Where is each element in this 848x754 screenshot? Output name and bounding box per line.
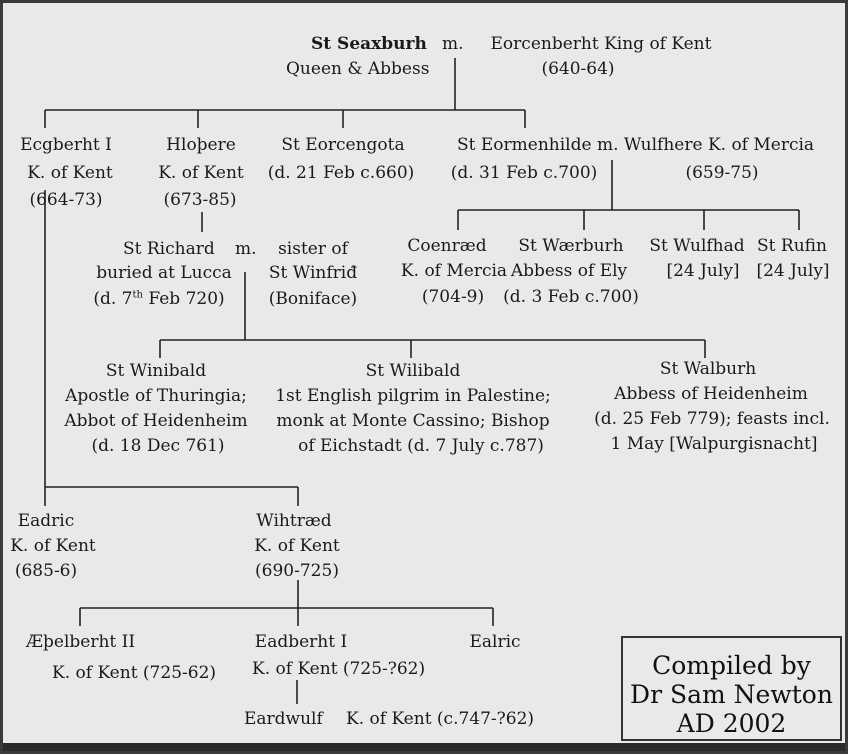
- winfrid-sister-line2: St Winfriđ: [268, 263, 358, 283]
- waerburh-title: Abbess of Ely: [510, 261, 628, 281]
- eormenhilde-dates: (d. 31 Feb c.700): [450, 163, 598, 183]
- winibald-line3: Abbot of Heidenheim: [64, 411, 248, 431]
- wulfhad-feast: [24 July]: [666, 261, 740, 281]
- wilibald-line4: of Eichstadt (d. 7 July c.787): [298, 436, 544, 456]
- rufin-name: St Rufin: [757, 236, 827, 256]
- winibald-line2: Apostle of Thuringia;: [65, 386, 247, 406]
- eorcenberht-dates: (640-64): [541, 59, 615, 79]
- richard-death: (d. 7th Feb 720): [93, 289, 225, 309]
- richard-name: St Richard: [123, 239, 215, 259]
- hlothere-dates: (673-85): [163, 190, 237, 210]
- seaxburh-name: St Seaxburh: [311, 34, 427, 54]
- eorcengota-name: St Eorcengota: [281, 135, 405, 155]
- walburh-name: St Walburh: [659, 359, 757, 379]
- walburh-line3: (d. 25 Feb 779); feasts incl.: [594, 409, 830, 429]
- winfrid-sister-line3: (Boniface): [268, 289, 358, 309]
- wulfhad-name: St Wulfhad: [649, 236, 745, 256]
- rufin-feast: [24 July]: [756, 261, 830, 281]
- eardwulf-title: K. of Kent (c.747-?62): [346, 709, 535, 729]
- waerburh-dates: (d. 3 Feb c.700): [503, 287, 639, 307]
- eardwulf-name: Eardwulf: [244, 709, 323, 729]
- winibald-line4: (d. 18 Dec 761): [91, 436, 225, 456]
- credit-line1: Compiled by: [652, 651, 811, 680]
- credit-box: [621, 636, 842, 741]
- eormenhilde-name: St Eormenhilde m. Wulfhere K. of Mercia: [457, 135, 815, 155]
- richard-detail: buried at Lucca: [96, 263, 232, 283]
- ecgberht-name: Ecgberht I: [20, 135, 112, 155]
- aethelberht-title: K. of Kent (725-62): [52, 663, 217, 683]
- hlothere-title: K. of Kent: [158, 163, 244, 183]
- wihtraed-dates: (690-725): [255, 561, 339, 581]
- eorcengota-dates: (d. 21 Feb c.660): [267, 163, 415, 183]
- wilibald-line2: 1st English pilgrim in Palestine;: [275, 386, 551, 406]
- credit-line2: Dr Sam Newton: [630, 680, 833, 709]
- eadric-dates: (685-6): [14, 561, 78, 581]
- wihtraed-title: K. of Kent: [254, 536, 340, 556]
- richard-marriage: m.: [235, 239, 257, 259]
- hlothere-name: Hloþere: [166, 135, 236, 155]
- wilibald-line3: monk at Monte Cassino; Bishop: [276, 411, 550, 431]
- seaxburh-marriage: m.: [442, 34, 464, 54]
- ealric-name: Ealric: [469, 632, 521, 652]
- walburh-line4: 1 May [Walpurgisnacht]: [610, 434, 818, 454]
- coenraed-dates: (704-9): [421, 287, 485, 307]
- coenraed-title: K. of Mercia: [400, 261, 508, 281]
- wilibald-name: St Wilibald: [365, 361, 461, 381]
- winfrid-sister-line1: sister of: [278, 239, 348, 259]
- eadberht-title: K. of Kent (725-?62): [252, 659, 426, 679]
- eorcenberht-name: Eorcenberht King of Kent: [490, 34, 712, 54]
- ecgberht-title: K. of Kent: [27, 163, 113, 183]
- coenraed-name: Coenræd: [407, 236, 487, 256]
- waerburh-name: St Wærburh: [518, 236, 624, 256]
- eadric-title: K. of Kent: [10, 536, 96, 556]
- winibald-name: St Winibald: [105, 361, 207, 381]
- seaxburh-title: Queen & Abbess: [286, 59, 430, 79]
- eadberht-name: Eadberht I: [254, 632, 348, 652]
- aethelberht-name: Æþelberht II: [26, 632, 136, 652]
- wulfhere-dates: (659-75): [685, 163, 759, 183]
- credit-line3: AD 2002: [676, 709, 787, 738]
- eadric-name: Eadric: [17, 511, 75, 531]
- ecgberht-dates: (664-73): [29, 190, 103, 210]
- walburh-line2: Abbess of Heidenheim: [614, 384, 808, 404]
- wihtraed-name: Wihtræd: [256, 511, 332, 531]
